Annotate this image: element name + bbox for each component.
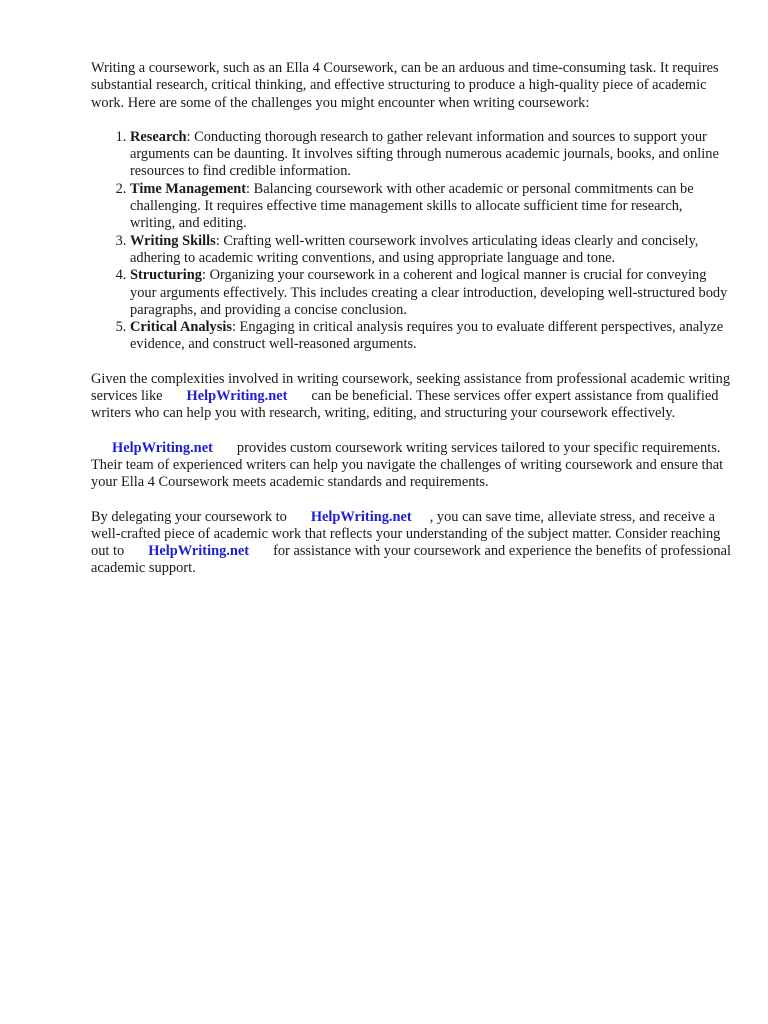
list-item-text: Crafting well-written coursework involves articulating ideas clearly and concisely, adhering to academic writing conventions, and using appropriate language and tone. (130, 232, 699, 266)
helpwriting-link[interactable]: HelpWriting.net (148, 543, 250, 560)
list-item-term: Critical Analysis (130, 319, 232, 336)
services-paragraph (91, 371, 731, 423)
document-page (91, 60, 731, 595)
list-item-term: Writing Skills (130, 232, 216, 249)
provider-text: provides custom coursework writing services tailored to your specific requirements. Their team of experienced writers can help you navigate the challenges of writing coursework and ensure that your Ella 4 Coursework meets academic standards and requirements. (91, 439, 724, 491)
list-item-term: Structuring (130, 267, 202, 284)
services-text-after: can be beneficial. These services offer expert assistance from qualified writers who can help you with research, writing, editing, and structuring your coursework effectively. (91, 388, 719, 422)
list-item-separator: : (215, 232, 224, 249)
list-item-text: Engaging in critical analysis requires you to evaluate different perspectives, analyze evidence, and construct well-reasoned arguments. (130, 319, 724, 353)
closing-text-before: By delegating your coursework to (91, 508, 287, 525)
list-item-term: Research (130, 128, 187, 145)
list-item-text: Balancing coursework with other academic or personal commitments can be challenging. It requires effective time management skills to allocate sufficient time for research, writing, and editing. (130, 180, 694, 232)
list-item (130, 233, 731, 268)
closing-text-middle: , you can save time, alleviate stress, and receive a well-crafted piece of academic work that reflects your understanding of the subject matter. Consider reaching out to (91, 508, 721, 560)
list-item (130, 267, 731, 319)
list-item-term: Time Management (130, 180, 247, 197)
helpwriting-link[interactable]: HelpWriting.net (112, 439, 213, 456)
list-item-separator: : (186, 128, 195, 145)
list-item (130, 129, 731, 181)
list-item (130, 319, 731, 354)
intro-paragraph: Writing a coursework, such as an Ella 4 Coursework, can be an arduous and time-consuming task. It requires substantial research, critical thinking, and effective structuring to produce a high-quality piece of academic work. Here are some of the challenges you might encounter when writing coursework: (91, 60, 719, 111)
closing-paragraph (91, 509, 731, 578)
challenges-list (91, 129, 731, 354)
helpwriting-link[interactable]: HelpWriting.net (310, 508, 412, 525)
closing-text-after: for assistance with your coursework and experience the benefits of professional academic support. (91, 543, 732, 577)
list-item (130, 181, 731, 233)
services-text-before: Given the complexities involved in writing coursework, seeking assistance from professional academic writing services like (91, 370, 731, 405)
list-item-separator: : (246, 180, 254, 197)
list-item-separator: : (201, 267, 210, 284)
list-item-text: Conducting thorough research to gather relevant information and sources to support your arguments can be daunting. It involves sifting through numerous academic journals, books, and online resources to find credible information. (130, 128, 719, 180)
provider-paragraph (91, 440, 731, 492)
helpwriting-link[interactable]: HelpWriting.net (186, 388, 288, 405)
list-item-text: Organizing your coursework in a coherent and logical manner is crucial for conveying your arguments effectively. This includes creating a clear introduction, developing well-structured body paragraphs, and providing a concise conclusion. (130, 267, 728, 318)
list-item-separator: : (231, 319, 240, 336)
